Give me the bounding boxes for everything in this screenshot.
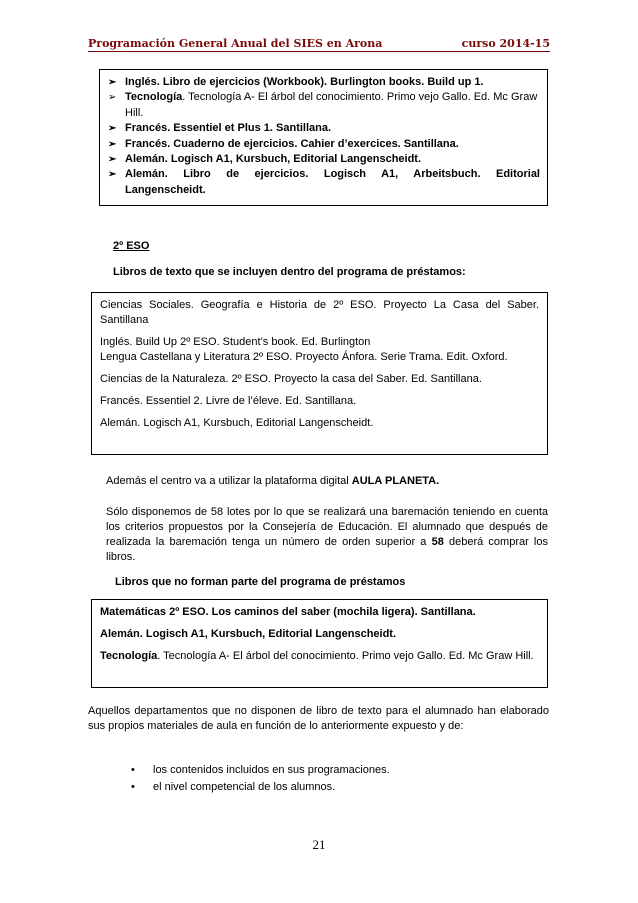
list-item (108, 90, 540, 121)
non-lending-book-matematicas: Matemáticas 2º ESO. Los caminos del saber (mochila ligera). Santillana. (100, 606, 476, 618)
lending-book-lengua: Lengua Castellana y Literatura 2º ESO. Proyecto Ánfora. Serie Trama. Edit. Oxford. (100, 351, 508, 363)
bullet-nivel: el nivel competencial de los alumnos. (153, 781, 336, 793)
non-lending-books-box (91, 599, 548, 688)
book-aleman: Alemán. Logisch A1, Kursbuch, Editorial Langenscheidt. (125, 153, 422, 166)
non-lending-books-heading: Libros que no forman parte del programa de préstamos (115, 576, 406, 588)
arrow-bullet-icon: ➢ (108, 77, 117, 88)
book-english-workbook: Inglés. Libro de ejercicios (Workbook). Burlington books. Build up 1. (125, 76, 484, 88)
platform-name: AULA PLANETA. (351, 475, 440, 487)
non-lending-book-tecnologia (100, 649, 539, 664)
lots-text: Sólo disponemos de 58 lotes por lo que se realizará una baremación teniendo en cuenta los criterios propuestos por la Consejería de Educación. El alumnado que después de realizada la baremación tenga un número de orden superior a (106, 506, 548, 548)
page-number: 21 (312, 837, 326, 852)
list-item (108, 167, 540, 198)
book-frances-cuaderno: Francés. Cuaderno de ejercicios. Cahier d’exercices. Santillana. (125, 137, 459, 150)
lending-book-frances: Francés. Essentiel 2. Livre de l’éleve. Ed. Santillana. (100, 395, 357, 407)
lending-books-box (91, 292, 548, 455)
list-item (108, 137, 540, 152)
book-aleman-ejercicios-line2: Langenscheidt. (125, 183, 206, 196)
tecnologia-label: Tecnología (100, 650, 158, 662)
list-item (108, 152, 540, 167)
lots-end: deberá comprar los libros. (106, 536, 548, 563)
lending-books-heading: Libros de texto que se incluyen dentro del programa de préstamos: (113, 266, 466, 278)
arrow-bullet-icon: ➢ (108, 169, 117, 181)
arrow-bullet-icon: ➢ (108, 138, 117, 150)
book-tecnologia-detail: . Tecnología A- El árbol del conocimiento. Primo vejo Gallo. Ed. Mc Graw Hill. (125, 91, 538, 119)
tecnologia-detail: . Tecnología A- El árbol del conocimiento. Primo vejo Gallo. Ed. Mc Graw Hill. (157, 650, 534, 662)
round-bullet-icon: • (131, 781, 135, 793)
arrow-bullet-icon: ➢ (108, 123, 117, 135)
book-frances: Francés. Essentiel et Plus 1. Santillana. (125, 122, 332, 135)
list-item (131, 779, 390, 796)
arrow-bullet-icon: ➢ (108, 92, 117, 104)
lending-book-ciencias-naturaleza: Ciencias de la Naturaleza. 2º ESO. Proyecto la casa del Saber. Ed. Santillana. (100, 373, 482, 385)
book-tecnologia-label: Tecnología (125, 91, 183, 104)
platform-paragraph (106, 474, 548, 489)
bullet-contenidos: los contenidos incluidos en sus programaciones. (153, 764, 390, 776)
list-item (108, 121, 540, 136)
closing-paragraph: Aquellos departamentos que no disponen de libro de texto para el alumnado han elaborado sus propios materiales de aula en función de lo anteriormente expuesto y de: (88, 705, 549, 732)
book-aleman-ejercicios-line1: Alemán. Libro de ejercicios. Logisch A1, Arbeitsbuch. Editorial (125, 168, 540, 181)
list-item (108, 75, 540, 90)
round-bullet-icon: • (131, 764, 135, 776)
lending-book-aleman: Alemán. Logisch A1, Kursbuch, Editorial Langenscheidt. (100, 417, 374, 429)
header-course: curso 2014-15 (461, 37, 550, 50)
list-item (131, 762, 390, 779)
lending-book-ciencias-sociales: Ciencias Sociales. Geografía e Historia de 2º ESO. Proyecto La Casa del Saber. Santillana (100, 299, 539, 326)
lots-number: 58 (431, 536, 444, 548)
header-title: Programación General Anual del SIES en Arona (88, 37, 383, 50)
lots-paragraph (106, 505, 548, 565)
section-heading-2-eso: 2º ESO (113, 240, 150, 252)
page-header (88, 35, 550, 53)
first-eso-books-box (99, 69, 548, 206)
closing-bullet-list (131, 762, 390, 796)
arrow-bullet-icon: ➢ (108, 154, 117, 166)
lending-book-ingles: Inglés. Build Up 2º ESO. Student’s book. Ed. Burlington (100, 336, 371, 348)
header-rule (88, 51, 550, 52)
non-lending-book-aleman: Alemán. Logisch A1, Kursbuch, Editorial Langenscheidt. (100, 628, 397, 640)
book-list (108, 75, 540, 198)
platform-text: Además el centro va a utilizar la plataforma digital (106, 475, 352, 487)
